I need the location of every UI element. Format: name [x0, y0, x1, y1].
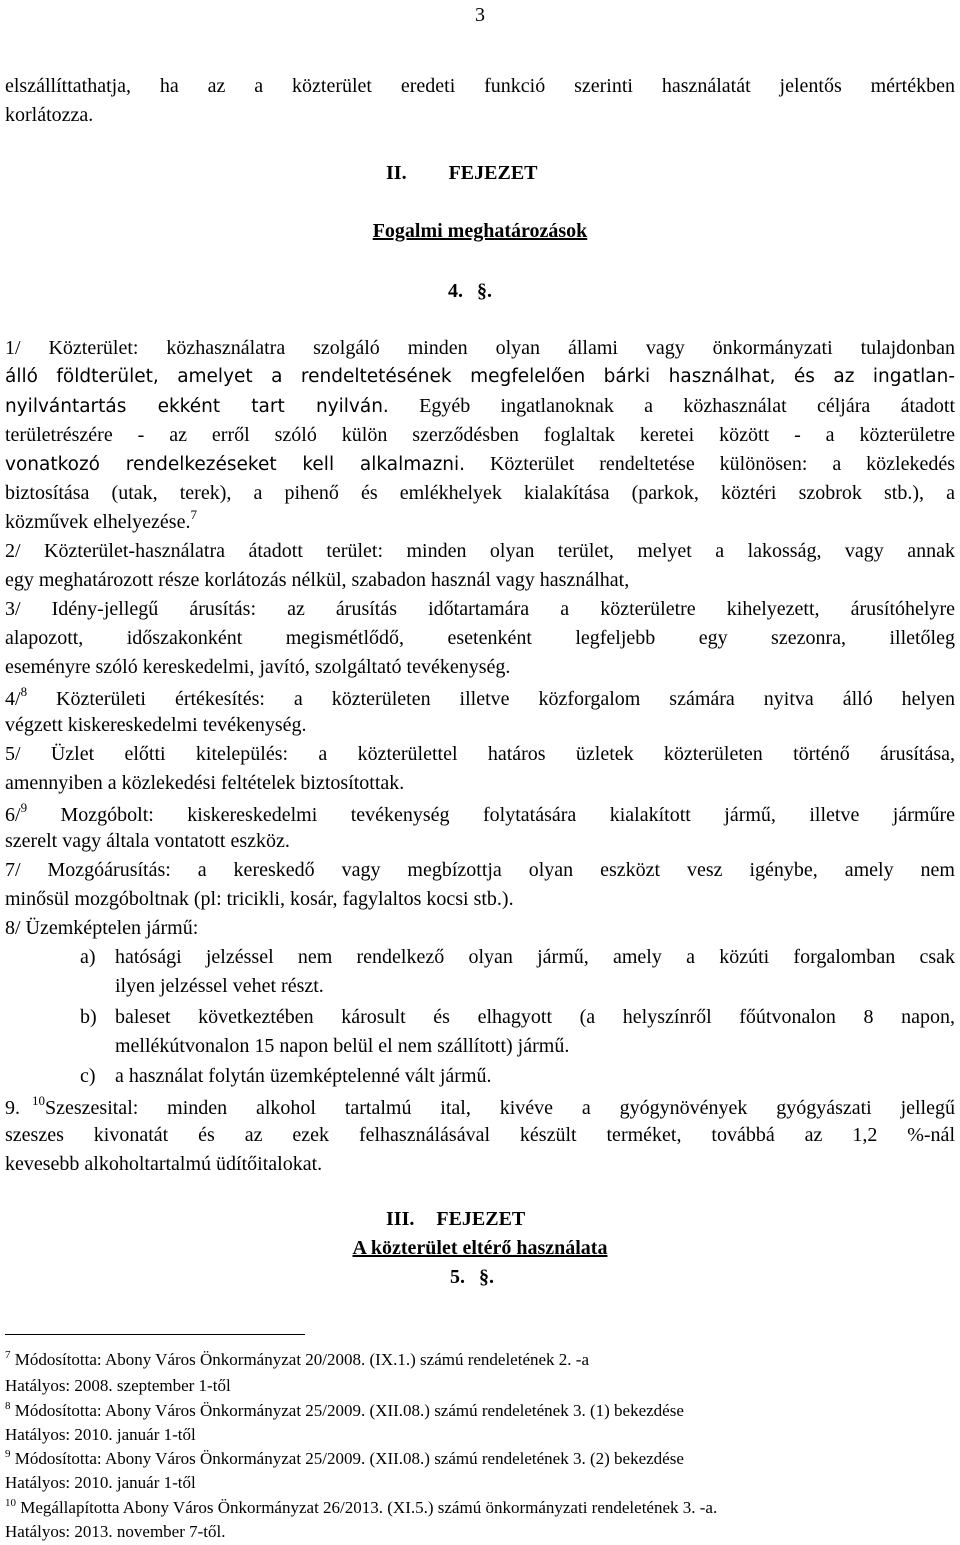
def6-number: 6/ — [5, 804, 21, 826]
chapter-3-title: A közterület eltérő használata — [352, 1237, 608, 1259]
def1-line-5 — [5, 451, 955, 478]
def6-line-1-text: Mozgóbolt: kiskereskedelmi tevékenység folytatására kialakított jármű, illetve járműre — [27, 804, 955, 826]
def4-line-2: végzett kiskereskedelmi tevékenység. — [5, 714, 307, 736]
def1-line-5b: Közterület rendeltetése különösen: a közlekedés — [465, 453, 955, 475]
def8-item-b-line-1: baleset következtében károsult és elhagyott (a helyszínről főútvonalon 8 napon, — [115, 1006, 955, 1028]
def8-item-a-line-1: hatósági jelzéssel nem rendelkező olyan jármű, amely a közúti forgalomban csak — [115, 946, 955, 968]
section-5-number: 5. — [450, 1266, 465, 1288]
footnote-7-text: Módosította: Abony Város Önkormányzat 20/2008. (IX.1.) számú rendeletének 2. -a — [10, 1350, 589, 1369]
def7-line-1: 7/ Mozgóárusítás: a kereskedő vagy megbízottja olyan eszközt vesz igénybe, amely nem — [5, 859, 955, 881]
chapter-2-heading — [386, 160, 538, 186]
chapter-2-title: Fogalmi meghatározások — [372, 220, 588, 242]
footnote-ref-7: 7 — [190, 507, 197, 522]
footnote-10-effective: Hatályos: 2013. november 7-től. — [5, 1522, 226, 1541]
def6-line-1 — [5, 802, 955, 828]
page-number: 3 — [475, 4, 485, 26]
def6-line-2: szerelt vagy általa vontatott eszköz. — [5, 830, 290, 852]
def3-line-2: alapozott, időszakonként megismétlődő, esetenként legfeljebb egy szezonra, illetőleg — [5, 627, 955, 649]
chapter-3-word: FEJEZET — [436, 1208, 526, 1230]
def5-line-1: 5/ Üzlet előtti kitelepülés: a közterülettel határos üzletek közterületen történő árusítása, — [5, 743, 955, 765]
footnote-7-number: 7 — [5, 1349, 11, 1361]
footnote-ref-9: 9 — [20, 800, 28, 815]
def4-line-1 — [5, 686, 955, 712]
def1-line-7 — [5, 509, 955, 535]
def7-line-2: minősül mozgóboltnak (pl: tricikli, kosár, fagylaltos kocsi stb.). — [5, 888, 514, 910]
def9-line-1 — [5, 1095, 955, 1121]
def1-line-5a: vonatkozó rendelkezéseket kell alkalmazni. — [5, 454, 466, 475]
def1-line-3a: nyilvántartás ekként tart nyilván. — [5, 396, 389, 417]
footnote-10-text: Megállapította Abony Város Önkormányzat 26/2013. (XI.5.) számú önkormányzati rendeletének 3. -a. — [16, 1498, 718, 1517]
footnote-8-number: 8 — [5, 1400, 11, 1412]
chapter-2-word: FEJEZET — [448, 162, 538, 184]
def8-item-b-label: b) — [80, 1006, 97, 1028]
section-4-heading — [448, 278, 492, 304]
footnote-separator — [5, 1334, 305, 1335]
def1-line-2: álló földterület, amelyet a rendeltetésének megfelelően bárki használhat, és az ingatlan- — [5, 366, 955, 387]
footnote-10 — [5, 1497, 955, 1519]
chapter-2-number: II. — [386, 162, 407, 184]
def8-item-a-label: a) — [80, 946, 96, 968]
def9-line-1-text: Szeszesital: minden alkohol tartalmú ital, kivéve a gyógynövények gyógyászati jellegű — [45, 1097, 955, 1119]
def2-line-2: egy meghatározott része korlátozás nélkül, szabadon használ vagy használhat, — [5, 569, 630, 591]
footnote-9 — [5, 1448, 955, 1470]
def4-number: 4/ — [5, 688, 21, 710]
footnote-8 — [5, 1400, 955, 1422]
section-4-number: 4. — [448, 280, 463, 302]
def9-line-2: szeszes kivonatát és az ezek felhasználásával készült terméket, továbbá az 1,2 %-nál — [5, 1124, 955, 1146]
footnote-10-number: 10 — [5, 1497, 16, 1509]
section-4-para-sign: §. — [477, 280, 492, 302]
def1-line-1: 1/ Közterület: közhasználatra szolgáló minden olyan állami vagy önkormányzati tulajdonban — [5, 337, 955, 359]
def1-line-3b: Egyéb ingatlanoknak a közhasználat céljára átadott — [388, 395, 955, 417]
chapter-3-heading — [386, 1206, 525, 1232]
def5-line-2: amennyiben a közlekedési feltételek biztosítottak. — [5, 772, 405, 794]
def3-line-1: 3/ Idény-jellegű árusítás: az árusítás időtartamára a közterületre kihelyezett, árusítóhelyre — [5, 598, 955, 620]
footnote-ref-10: 10 — [32, 1093, 45, 1108]
def8-item-c-line-1: a használat folytán üzemképtelenné vált jármű. — [115, 1065, 492, 1087]
intro-line-1: elszállíttathatja, ha az a közterület eredeti funkció szerinti használatát jelentős mértékben — [5, 75, 955, 97]
footnote-9-text: Módosította: Abony Város Önkormányzat 25/2009. (XII.08.) számú rendeletének 3. (2) bekezdése — [10, 1449, 684, 1468]
section-5-heading — [450, 1264, 494, 1290]
def8-item-a-line-2: ilyen jelzéssel vehet részt. — [115, 975, 324, 997]
intro-line-2: korlátozza. — [5, 104, 94, 126]
def8-item-c-label: c) — [80, 1065, 96, 1087]
section-5-para-sign: §. — [479, 1266, 494, 1288]
footnote-7 — [5, 1349, 955, 1371]
def1-line-7-text: közművek elhelyezése. — [5, 511, 191, 533]
def1-line-4: területrészére - az erről szóló külön szerződésben foglaltak keretei között - a közterületre — [5, 424, 955, 446]
def8-item-b-line-2: mellékútvonalon 15 napon belül el nem szállított) jármű. — [115, 1035, 570, 1057]
footnote-ref-8: 8 — [20, 684, 28, 699]
footnote-7-effective: Hatályos: 2008. szeptember 1-től — [5, 1376, 231, 1395]
def4-line-1-text: Közterületi értékesítés: a közterületen illetve közforgalom számára nyitva álló helyen — [27, 688, 955, 710]
def9-line-3: kevesebb alkoholtartalmú üdítőitalokat. — [5, 1153, 323, 1175]
def9-number: 9. — [5, 1097, 20, 1119]
def2-line-1: 2/ Közterület-használatra átadott terület: minden olyan terület, melyet a lakosság, vagy annak — [5, 540, 955, 562]
footnote-9-effective: Hatályos: 2010. január 1-től — [5, 1473, 196, 1492]
def1-line-6: biztosítása (utak, terek), a pihenő és emlékhelyek kialakítása (parkok, köztéri szobrok stb.), a — [5, 482, 955, 504]
chapter-3-number: III. — [386, 1208, 415, 1230]
footnote-8-effective: Hatályos: 2010. január 1-től — [5, 1425, 196, 1444]
def3-line-3: eseményre szóló kereskedelmi, javító, szolgáltató tevékenység. — [5, 656, 511, 678]
def8-line-1: 8/ Üzemképtelen jármű: — [5, 917, 199, 939]
footnote-8-text: Módosította: Abony Város Önkormányzat 25/2009. (XII.08.) számú rendeletének 3. (1) bekezdése — [10, 1401, 684, 1420]
def1-line-3 — [5, 393, 955, 420]
footnote-9-number: 9 — [5, 1448, 11, 1460]
